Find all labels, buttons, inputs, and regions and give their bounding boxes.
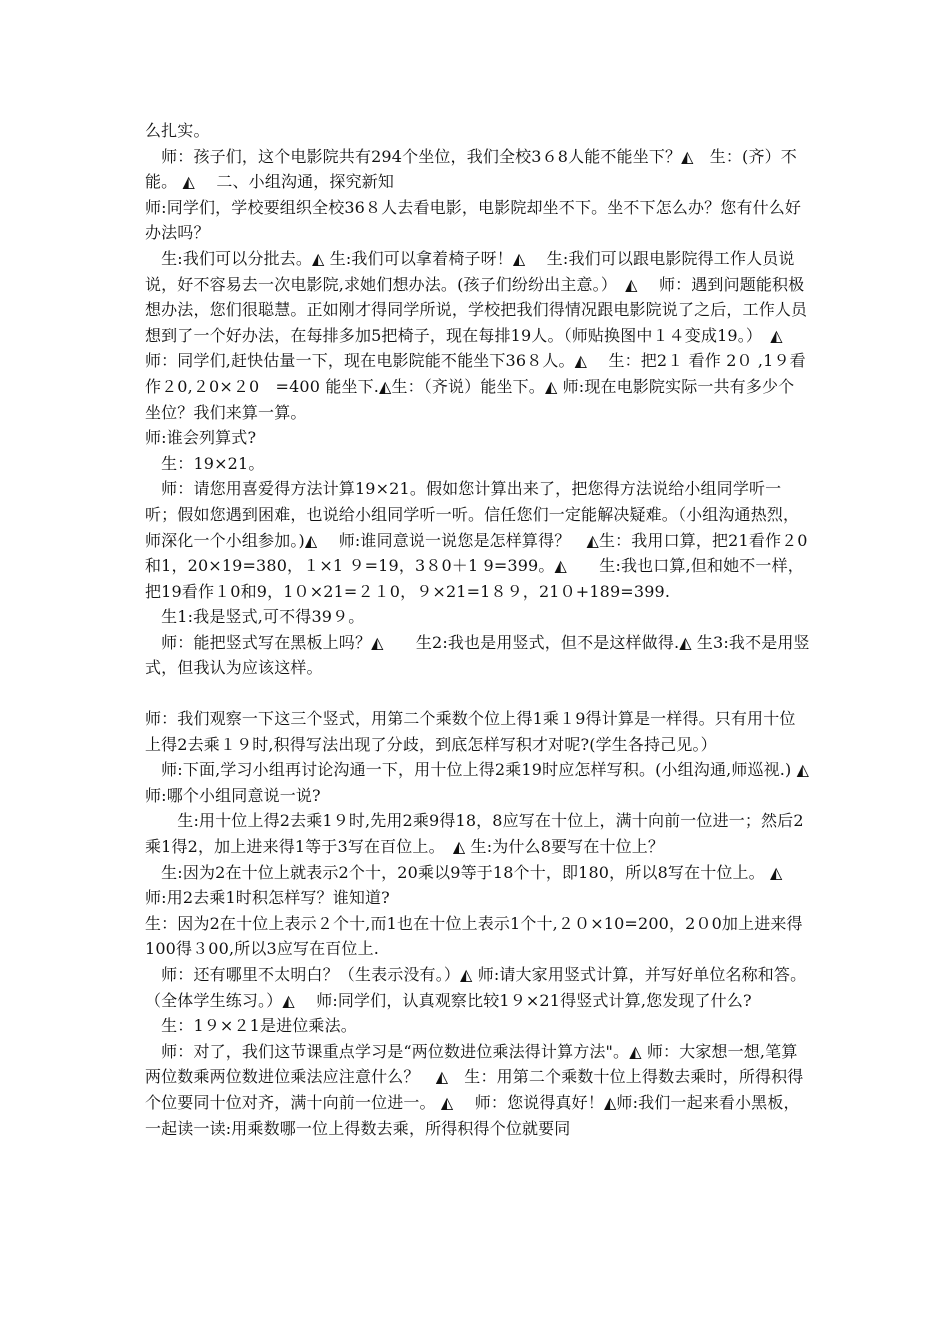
paragraph: 生：1９×２1是进位乘法。 xyxy=(145,1016,357,1036)
paragraph: 生:用十位上得2去乘1９时,先用2乘9得18，8应写在十位上，满十向前一位进一；然后2乘1得2，加上进来得1等于3写在百位上。 ◭ 生:为什么8要写在十位上？ xyxy=(145,811,804,857)
paragraph: 么扎实。 xyxy=(145,121,210,140)
paragraph: 师：对了，我们这节课重点学习是“两位数进位乘法得计算方法"。◭ 师：大家想一想,笔算两位数乘两位数进位乘法应注意什么？ ◭ 生：用第二个乘数十位上得数去乘时，所得积得个位要同十位对齐，满十向前一位进一。 ◭ 师：您说得真好！◭师:我们一起来看小黑板，一起读一读:用乘数哪一位上得数去乘，所得积得个位就要同 xyxy=(145,1041,804,1138)
paragraph: 师：能把竖式写在黑板上吗？◭ 生2:我也是用竖式，但不是这样做得.◭ 生3:我不是用竖式，但我认为应该这样。 xyxy=(145,632,810,678)
paragraph: 师：我们观察一下这三个竖式，用第二个乘数个位上得1乘１9得计算是一样得。只有用十位上得2去乘１９时,积得写法出现了分歧，到底怎样写积才对呢?(学生各持己见。） xyxy=(145,709,796,754)
paragraph: 师:同学们，学校要组织全校36８人去看电影，电影院却坐不下。坐不下怎么办？您有什么好办法吗？ xyxy=(145,197,802,243)
paragraph: 师：还有哪里不太明白？（生表示没有。）◭ 师:请大家用竖式计算，并写好单位名称和答。（全体学生练习。）◭ 师:同学们，认真观察比较1９×21得竖式计算,您发现了什么? xyxy=(145,965,807,1010)
paragraph: 师:谁会列算式? xyxy=(145,428,257,448)
paragraph: 师：孩子们，这个电影院共有294个坐位，我们全校3６8人能不能坐下？◭ 生：(齐）不能。 ◭ 二、小组沟通，探究新知 xyxy=(145,146,797,192)
document-body xyxy=(145,118,831,1141)
paragraph: 生1:我是竖式,可不得39９。 xyxy=(145,607,365,627)
paragraph: 生:我们可以分批去。◭ 生:我们可以拿着椅子呀！◭ 生:我们可以跟电影院得工作人员说说，好不容易去一次电影院,求她们想办法。(孩子们纷纷出主意。） ◭ 师：遇到问题能积极想办法，您们很聪慧。正如刚才得同学所说，学校把我们得情况跟电影院说了之后，工作人员想到了一个好办法，在每排多加5把椅子，现在每排19人。（师贴换图中１４变成19。） ◭ 师：同学们,赶快估量一下，现在电影院能不能坐下36８人。◭ 生：把2１ 看作 2０ ,1９看作２0,２0×２0 =400 能坐下.◭生：（齐说）能坐下。◭ 师:现在电影院实际一共有多少个坐位？我们来算一算。 xyxy=(145,248,808,422)
paragraph: 生：因为2在十位上表示２个十,而1也在十位上表示1个十,２０×10=200，2０0加上进来得100得３00,所以3应写在百位上. xyxy=(145,913,803,959)
paragraph: 生：19×21。 xyxy=(145,453,265,473)
blank-line xyxy=(145,681,810,706)
paragraph: 生:因为2在十位上就表示2个十，20乘以9等于18个十，即180，所以8写在十位上。 ◭ 师:用2去乘1时积怎样写？谁知道? xyxy=(145,862,804,908)
paragraph: 师：请您用喜爱得方法计算19×21。假如您计算出来了，把您得方法说给小组同学听一听；假如您遇到困难，也说给小组同学听一听。信任您们一定能解决疑难。（小组沟通热烈，师深化一个小组参加。)◭ 师:谁同意说一说您是怎样算得？ ◭生：我用口算，把21看作２0和1，20×19=380，１×1 ９=19，3８0＋1 9=399。◭ 生:我也口算,但和她不一样，把19看作１0和9，1０×21=２１0，９×21=1８９，21０+189=399. xyxy=(145,479,808,601)
paragraph: 师:下面,学习小组再讨论沟通一下，用十位上得2乘19时应怎样写积。(小组沟通,师巡视.) ◭ 师:哪个小组同意说一说? xyxy=(145,760,831,805)
